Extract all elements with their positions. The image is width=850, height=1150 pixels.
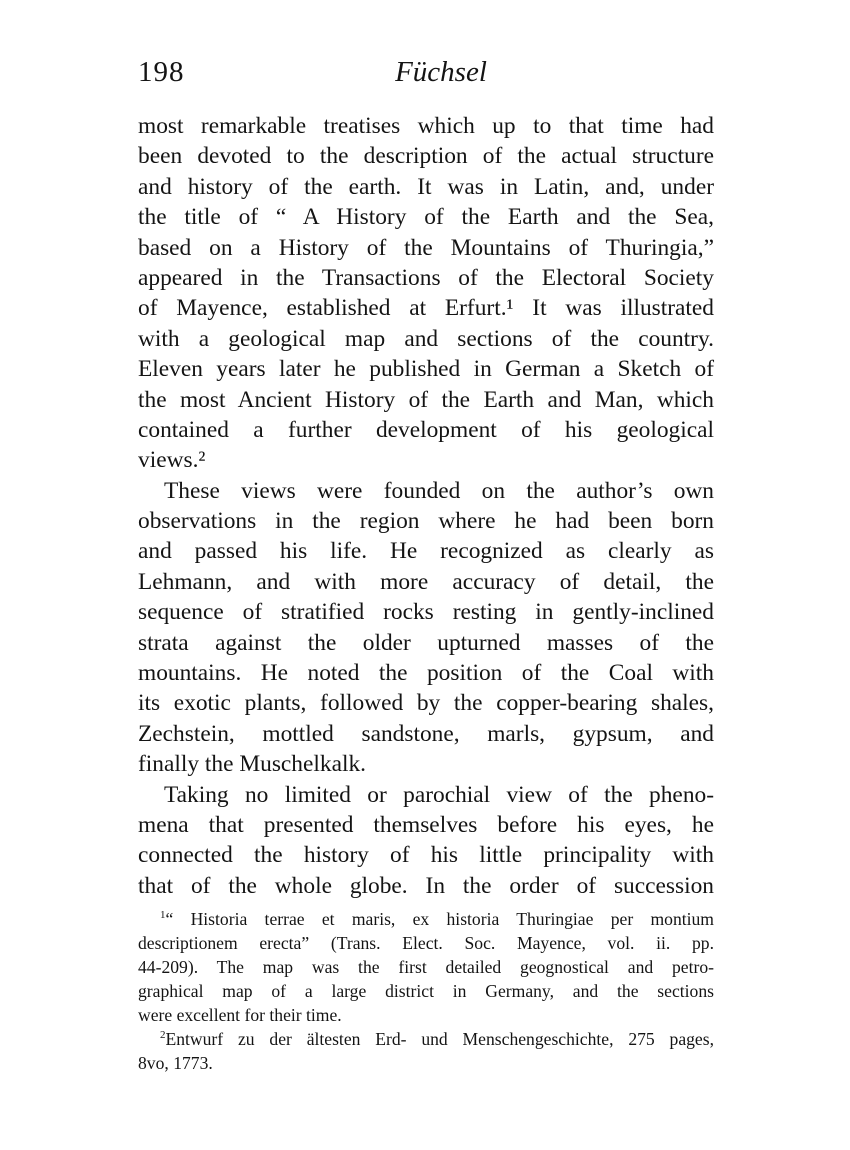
footnote-line (138, 907, 714, 931)
running-head: Füchsel (395, 56, 487, 88)
footnote-marker: 1 (160, 909, 166, 922)
text-line: observations in the region where he had been born (138, 508, 714, 535)
text-line: These views were founded on the author’s own (164, 477, 714, 504)
text-line: its exotic plants, followed by the copper-bearing shales, (138, 690, 714, 717)
text-line: sequence of stratified rocks resting in gently-inclined (138, 599, 714, 626)
text-line: been devoted to the description of the actual structure (138, 143, 714, 170)
text-line: of Mayence, established at Erfurt.¹ It was illustrated (138, 295, 714, 322)
text-line: mena that presented themselves before his eyes, he (138, 811, 714, 838)
text-line: most remarkable treatises which up to that time had (138, 113, 714, 139)
text-line: appeared in the Transactions of the Electoral Society (138, 264, 714, 291)
text-line: with a geological map and sections of the country. (138, 325, 714, 352)
text-line: the most Ancient History of the Earth and Man, which (138, 386, 714, 413)
footnote-text: “ Historia terrae et maris, ex historia Thuringiae per montium (165, 909, 714, 929)
footnote-marker: 2 (160, 1029, 166, 1042)
text-line: contained a further development of his geological (138, 416, 714, 443)
text-line: Lehmann, and with more accuracy of detail, the (138, 568, 714, 595)
text-line: mountains. He noted the position of the Coal with (138, 660, 714, 687)
footnote-text: Entwurf zu der ältesten Erd- und Menschengeschichte, 275 pages, (165, 1029, 714, 1049)
text-line: Eleven years later he published in German a Sketch of (138, 356, 714, 383)
text-line: finally the Muschelkalk. (138, 751, 367, 778)
text-line: strata against the older upturned masses of the (138, 629, 714, 656)
footnote-line: descriptionem erecta” (Trans. Elect. Soc. Mayence, vol. ii. pp. (138, 933, 714, 953)
footnote-line: 8vo, 1773. (138, 1053, 213, 1073)
footnote-line: were excellent for their time. (138, 1005, 342, 1025)
page-number: 198 (138, 56, 185, 88)
text-line: connected the history of his little principality with (138, 842, 714, 869)
text-line: and passed his life. He recognized as clearly as (138, 538, 714, 565)
footnote-line: graphical map of a large district in Germany, and the sections (138, 981, 714, 1001)
footnote-line: 44-209). The map was the first detailed geognostical and petro- (138, 957, 714, 977)
text-line: and history of the earth. It was in Latin, and, under (138, 173, 714, 200)
text-line: views.² (138, 447, 206, 474)
text-line: Taking no limited or parochial view of the pheno- (164, 781, 714, 808)
text-line: Zechstein, mottled sandstone, marls, gypsum, and (138, 720, 714, 747)
footnotes (138, 907, 714, 1075)
footnote-line (138, 1027, 714, 1051)
body-text (138, 111, 714, 901)
text-line: the title of “ A History of the Earth and the Sea, (138, 204, 714, 231)
text-line: that of the whole globe. In the order of succession (138, 872, 714, 899)
page-header (138, 56, 714, 96)
text-line: based on a History of the Mountains of Thuringia,” (138, 234, 714, 261)
